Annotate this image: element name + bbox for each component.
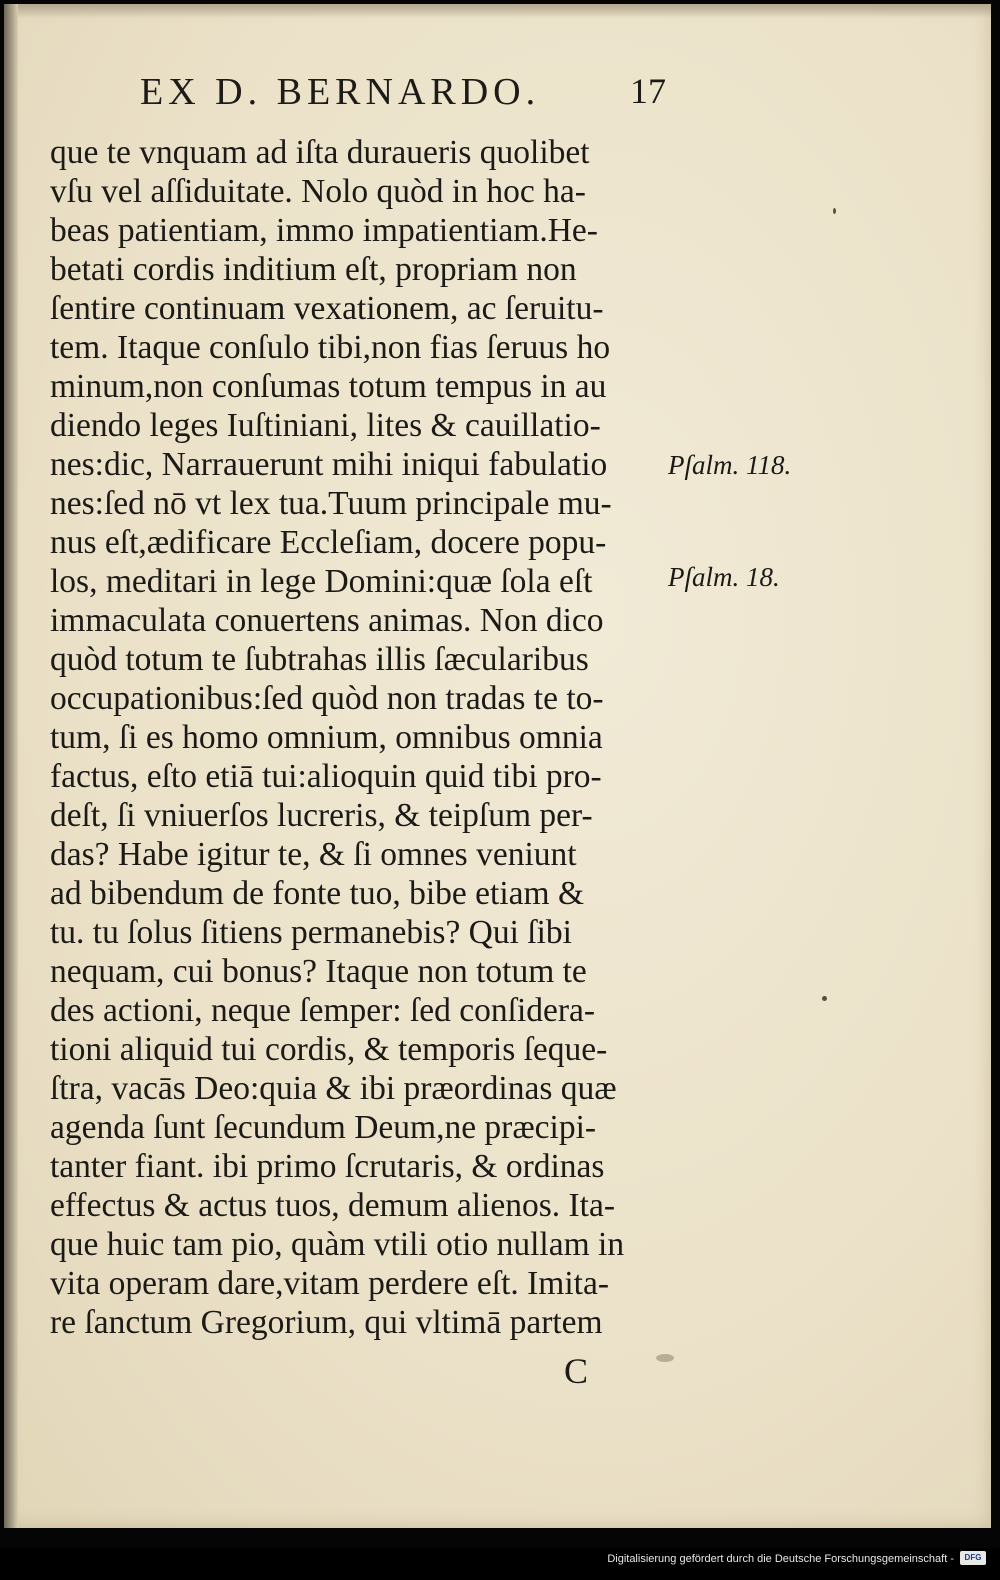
text-line: diendo leges Iuſtiniani, lites & cauillatio-: [50, 407, 601, 444]
text-line: factus, eſto etiā tui:alioquin quid tibi pro-: [50, 758, 602, 795]
text-line: tioni aliquid tui cordis, & temporis ſeque-: [50, 1031, 608, 1068]
paper-stain: [656, 1354, 674, 1362]
text-line: nus eſt,ædificare Eccleſiam, docere popu-: [50, 524, 607, 561]
running-head: EX D. BERNARDO.: [140, 71, 541, 113]
text-line: nes:dic, Narrauerunt mihi iniqui fabulatio: [50, 446, 608, 483]
text-line: immaculata conuertens animas. Non dico: [50, 602, 604, 639]
body-text: [50, 133, 662, 1342]
text-line: vſu vel aſſiduitate. Nolo quòd in hoc ha-: [50, 173, 586, 210]
digitization-credit: Digitalisierung gefördert durch die Deutsche Forschungsgemeinschaft -: [607, 1553, 954, 1565]
paper-speck: [822, 996, 827, 1001]
text-line: re ſanctum Gregorium, qui vltimā partem: [50, 1304, 603, 1341]
dfg-logo: [960, 1551, 986, 1565]
marginal-note-psalm-18: Pſalm. 18.: [668, 562, 780, 592]
text-line: tem. Itaque conſulo tibi,non fias ſeruus ho: [50, 329, 611, 366]
text-line: que huic tam pio, quàm vtili otio nullam in: [50, 1226, 625, 1263]
text-line: deſt, ſi vniuerſos lucreris, & teipſum per-: [50, 797, 593, 834]
text-line: los, meditari in lege Domini:quæ ſola eſt: [50, 563, 593, 600]
text-line: ad bibendum de fonte tuo, bibe etiam &: [50, 875, 585, 912]
dfg-logo-text: DFG: [964, 1553, 982, 1562]
page-number: 17: [630, 71, 666, 111]
text-line: nes:ſed nō vt lex tua.Tuum principale mu-: [50, 485, 612, 522]
text-line: agenda ſunt ſecundum Deum,ne præcipi-: [50, 1109, 597, 1146]
marginal-note-psalm-118: Pſalm. 118.: [668, 450, 792, 480]
text-line: betati cordis inditium eſt, propriam non: [50, 251, 577, 288]
paper-speck: [833, 208, 836, 214]
text-line: ſtra, vacās Deo:quia & ibi præordinas quæ: [50, 1070, 617, 1107]
text-line: tu. tu ſolus ſitiens permanebis? Qui ſibi: [50, 914, 572, 951]
text-line: des actioni, neque ſemper: ſed conſidera-: [50, 992, 596, 1029]
text-line: das? Habe igitur te, & ſi omnes veniunt: [50, 836, 577, 873]
text-line: nequam, cui bonus? Itaque non totum te: [50, 953, 587, 990]
text-line: tanter fiant. ibi primo ſcrutaris, & ordinas: [50, 1148, 605, 1185]
text-line: tum, ſi es homo omnium, omnibus omnia: [50, 719, 603, 756]
text-line: beas patientiam, immo impatientiam.He-: [50, 212, 598, 249]
text-line: vita operam dare,vitam perdere eſt. Imita-: [50, 1265, 609, 1302]
text-line: minum,non conſumas totum tempus in au: [50, 368, 607, 405]
text-line: occupationibus:ſed quòd non tradas te to-: [50, 680, 604, 717]
text-line: ſentire continuam vexationem, ac ſeruitu-: [50, 290, 604, 327]
page-top-edge: [18, 4, 991, 18]
text-line: que te vnquam ad iſta duraueris quolibet: [50, 134, 590, 171]
text-line: effectus & actus tuos, demum alienos. Ita-: [50, 1187, 616, 1224]
signature-mark: C: [564, 1351, 589, 1391]
page-gutter-shadow: [4, 4, 18, 1528]
text-line: quòd totum te ſubtrahas illis ſæcularibus: [50, 641, 589, 678]
